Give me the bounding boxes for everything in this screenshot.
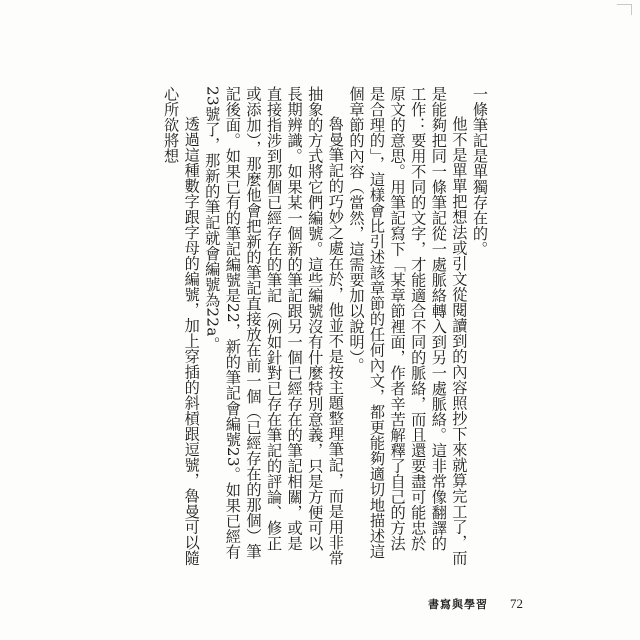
paragraph-3: 魯曼筆記的巧妙之處在於，他並不是按主題整理筆記，而是用非常抽象的方式將它們編號。這些編號沒有什麼特別意義，只是方便可以長期辨識。如果某一個新的筆記跟另一個已經存在的筆記相關，或是直接指涉到那個已經存在的筆記（例如針對已存在筆記的評論、修正或添加），那麼他會把新的筆記直接放在前一個（已經存在的那個）筆記後面。如果已有的筆記編號是22，新的筆記會編號23。如果已經有23號了，那新的筆記就會編號為22a。 — [203, 86, 345, 566]
paragraph-4: 透過這種數字跟字母的編號，加上穿插的斜槓跟逗號，魯曼可以隨心所欲將想 — [162, 86, 201, 566]
scan-corner-mark — [617, 4, 632, 15]
running-footer-title: 書寫與學習 — [428, 598, 488, 611]
paragraph-2: 他不是單單把想法或引文從閱讀到的內容照抄下來就算完工了，而是能夠把同一條筆記從一處脈絡轉入到另一處脈絡。這非常像翻譯的工作：要用不同的文字，才能適合不同的脈絡，而且還要盡可能忠於原文的意思。用筆記寫下「某章節裡面，作者辛苦解釋了自己的方法是合理的」，這樣會比引述該章節的任何內文，都更能夠適切地描述這個章節的內容（當然，這需要加以說明）。 — [347, 86, 469, 566]
body-text — [161, 86, 491, 566]
page-footer — [428, 596, 523, 612]
paragraph-1: 一條筆記是單獨存在的。 — [471, 86, 489, 257]
page-number: 72 — [510, 596, 523, 611]
